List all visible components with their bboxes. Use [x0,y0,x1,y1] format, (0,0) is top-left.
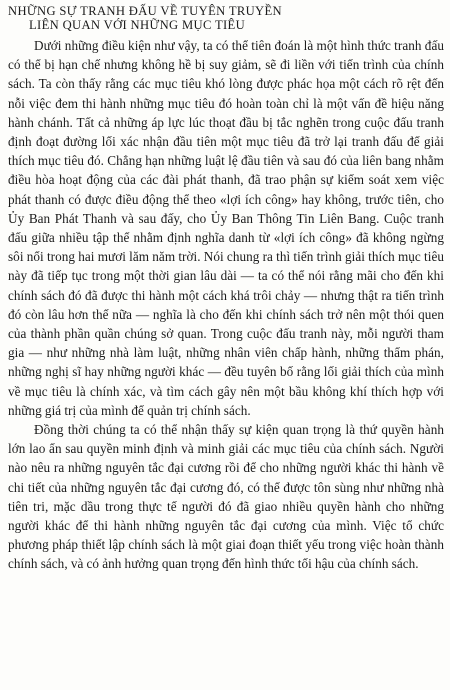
paragraph-2: Đồng thời chúng ta có thể nhận thấy sự kiện quan trọng là thứ quyền hành lớn lao ẩn sau quyền minh định và minh giải các mục tiêu của chính sách. Người nào nêu ra những nguyên tắc đại cương rồi để cho những người khác thi hành về chi tiết của những nguyên tắc đại cương đó, có thể được tôn sùng như những nhà tiên tri, mặc dầu trong thực tế người đó đã giao nhiều quyền hành cho những người khác để thi hành những nguyên tắc đại cương của mình. Việc tổ chức phương pháp thiết lập chính sách là một giai đoạn thiết yếu trong việc hoàn thành chính sách, và có ảnh hưởng quan trọng đến hình thức tối hậu của chính sách. [8,422,444,572]
section-heading-line-1: NHỮNG SỰ TRANH ĐẤU VỀ TUYÊN TRUYỀN [8,4,282,18]
paragraph-1: Dưới những điều kiện như vậy, ta có thể tiên đoán là một hình thức tranh đấu có thể bị hạn chế nhưng không hề bị suy giảm, sẽ đi liền với tiến trình của chính sách. Ta còn thấy rằng các mục tiêu khó lòng được phác họa một cách rõ rệt đến nỗi việc đem thi hành những mục tiêu đó hoàn toàn chỉ là một vấn đề hiệu năng hành chánh. Tất cả những áp lực lúc thoạt đầu bị tắc nghẽn trong cuộc đấu tranh định đoạt đường lối xác nhận đầu tiên một mục tiêu đã trở lại tranh đấu để giải thích mục tiêu đó. Chẳng hạn những luật lệ đầu tiên và sau đó của liên bang nhằm điều hòa hoạt động của các đài phát thanh, đã trao phận sự kiểm soát xem việc phát thanh có được điều động thể theo «lợi ích công» hay không, trước tiên, cho Ủy Ban Phát Thanh và sau đấy, cho Ủy Ban Thông Tin Liên Bang. Cuộc tranh đấu giữa nhiều tập thể nhằm định nghĩa danh từ «lợi ích công» đã không ngừng sôi nổi trong hai mươi lăm năm trời. Nói chung ra thì tiến trình giải thích mục tiêu này đã tiếp tục trong một thời gian lâu dài — ta có thể nói rằng mãi cho đến khi chính sách đó đã được thi hành một cách khá trôi chảy — nhưng thật ra tiến trình đó còn lâu hơn thế nữa — nghĩa là cho đến khi chính sách trở nên một thói quen của thành phần quần chúng sở quan. Trong cuộc đấu tranh này, mỗi người tham gia — như những nhà làm luật, những nhân viên chấp hành, những thẩm phán, những nghị sĩ hay những người khác — đều tuyên bố rằng lối giải thích của mình về mục tiêu là chính xác, và tìm cách gây nên một bầu không khí thích hợp với những giá trị của mình để quản trị chính sách. [8,38,444,418]
section-heading-line-2: LIÊN QUAN VỚI NHỮNG MỤC TIÊU [29,18,246,32]
section-heading [8,4,444,32]
